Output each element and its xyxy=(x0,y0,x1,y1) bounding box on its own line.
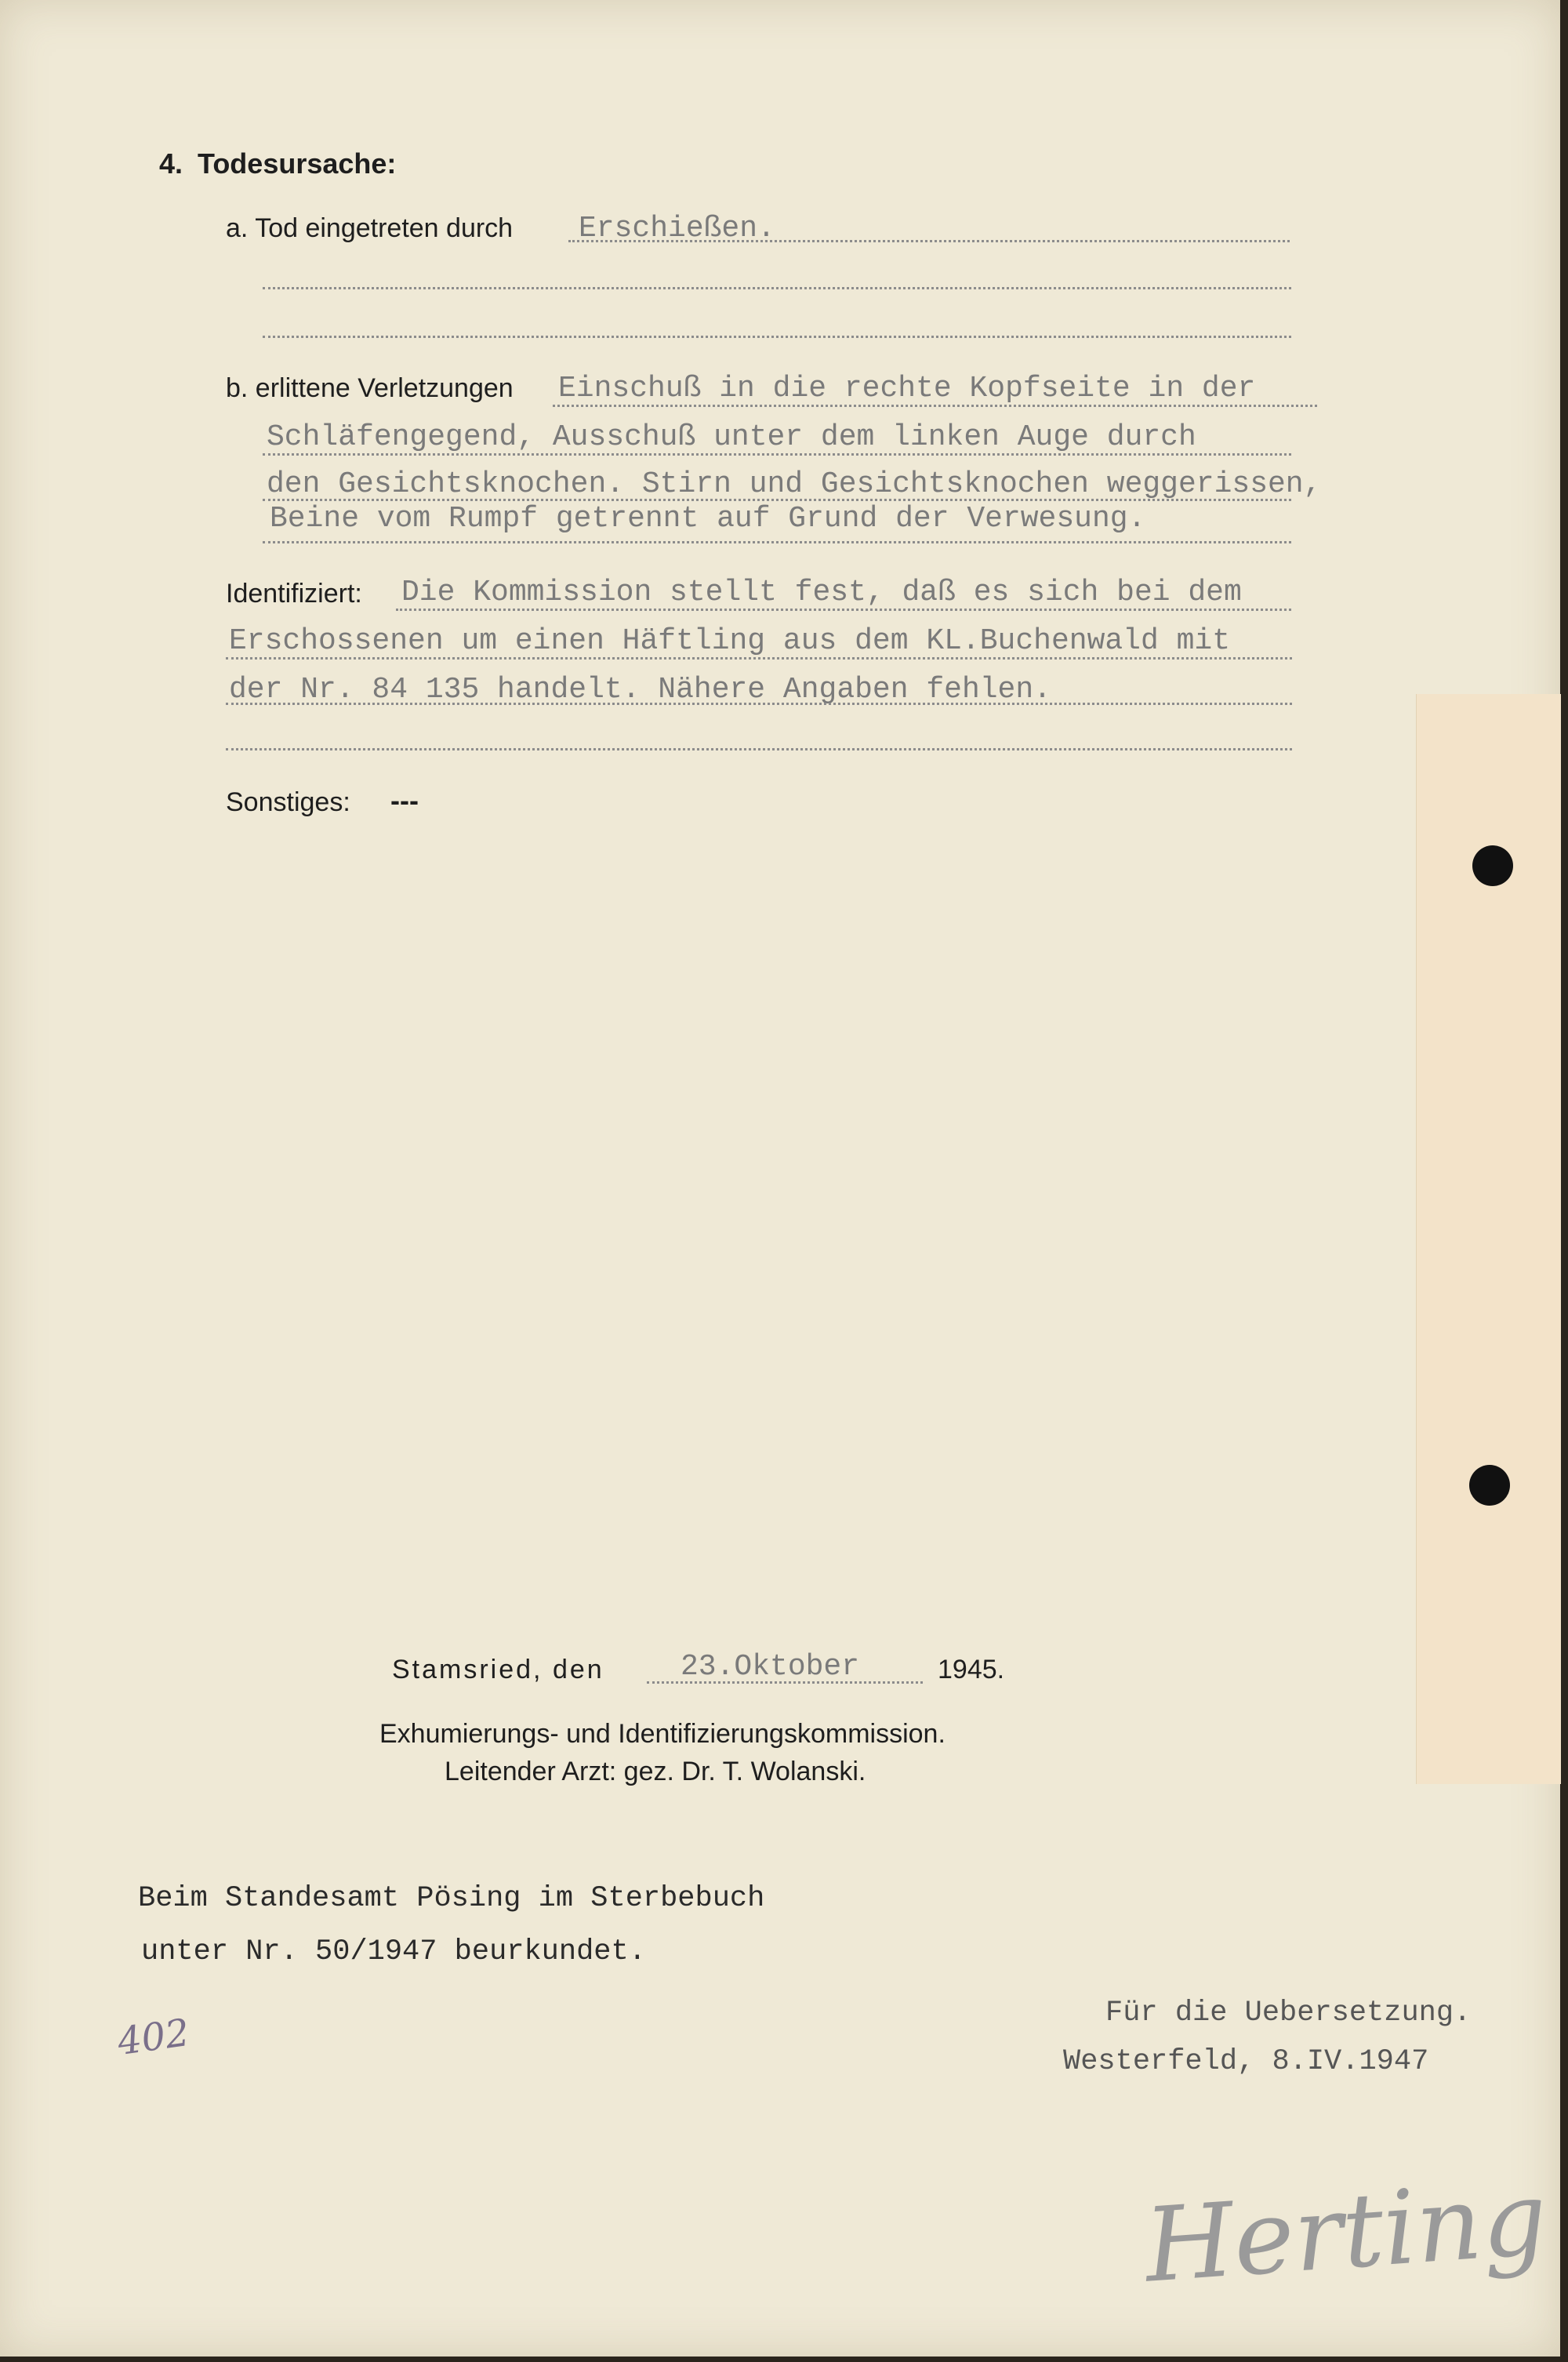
identified-line-3: der Nr. 84 135 handelt. Nähere Angaben fehlen. xyxy=(229,673,1051,707)
margin-note: 402 xyxy=(114,2010,193,2065)
identified-dotted-line-4 xyxy=(226,748,1292,750)
injuries-dotted-line-2 xyxy=(263,453,1291,456)
year-value: 1945. xyxy=(938,1655,1005,1684)
injuries-dotted-line-3 xyxy=(263,499,1291,501)
identified-label: Identifiziert: xyxy=(226,579,362,609)
injuries-line-4: Beine vom Rumpf getrennt auf Grund der Verwesung. xyxy=(270,502,1146,536)
commission-doctor: Leitender Arzt: gez. Dr. T. Wolanski. xyxy=(445,1757,866,1786)
commission-name: Exhumierungs- und Identifizierungskommission. xyxy=(379,1719,946,1749)
punch-hole-top xyxy=(1472,845,1513,886)
blank-dotted-line-1 xyxy=(263,287,1291,289)
date-value: 23.Oktober xyxy=(681,1650,860,1684)
identified-line-1: Die Kommission stellt fest, daß es sich bei dem xyxy=(401,576,1242,609)
injuries-line-1: Einschuß in die rechte Kopfseite in der xyxy=(558,372,1256,405)
translation-line-1: Für die Uebersetzung. xyxy=(1105,1997,1472,2030)
section-number: 4. xyxy=(159,147,183,180)
cause-value: Erschießen. xyxy=(579,212,775,245)
other-value: --- xyxy=(390,784,419,816)
identified-dotted-line-2 xyxy=(226,657,1292,660)
identified-dotted-line-1 xyxy=(396,609,1291,611)
punch-hole-bottom xyxy=(1469,1465,1510,1506)
signature: Herting xyxy=(1141,2158,1551,2306)
registry-note-line-2: unter Nr. 50/1947 beurkundet. xyxy=(141,1935,646,1968)
blank-dotted-line-2 xyxy=(263,336,1291,338)
injuries-line-2: Schläfengegend, Ausschuß unter dem linken Auge durch xyxy=(267,420,1196,454)
injuries-dotted-line-1 xyxy=(553,405,1317,407)
registry-note-line-1: Beim Standesamt Pösing im Sterbebuch xyxy=(138,1882,765,1915)
section-heading: Todesursache: xyxy=(198,147,397,180)
injuries-line-3: den Gesichtsknochen. Stirn und Gesichtsknochen weggerissen, xyxy=(267,467,1322,501)
other-label: Sonstiges: xyxy=(226,787,350,817)
place-label: Stamsried, den xyxy=(392,1655,604,1684)
identified-line-2: Erschossenen um einen Häftling aus dem KL.Buchenwald mit xyxy=(229,624,1231,658)
injuries-label: b. erlittene Verletzungen xyxy=(226,373,514,403)
cause-label: a. Tod eingetreten durch xyxy=(226,213,514,243)
injuries-dotted-line-4 xyxy=(263,541,1291,543)
translation-line-2: Westerfeld, 8.IV.1947 xyxy=(1063,2045,1429,2078)
identified-dotted-line-3 xyxy=(226,703,1292,705)
